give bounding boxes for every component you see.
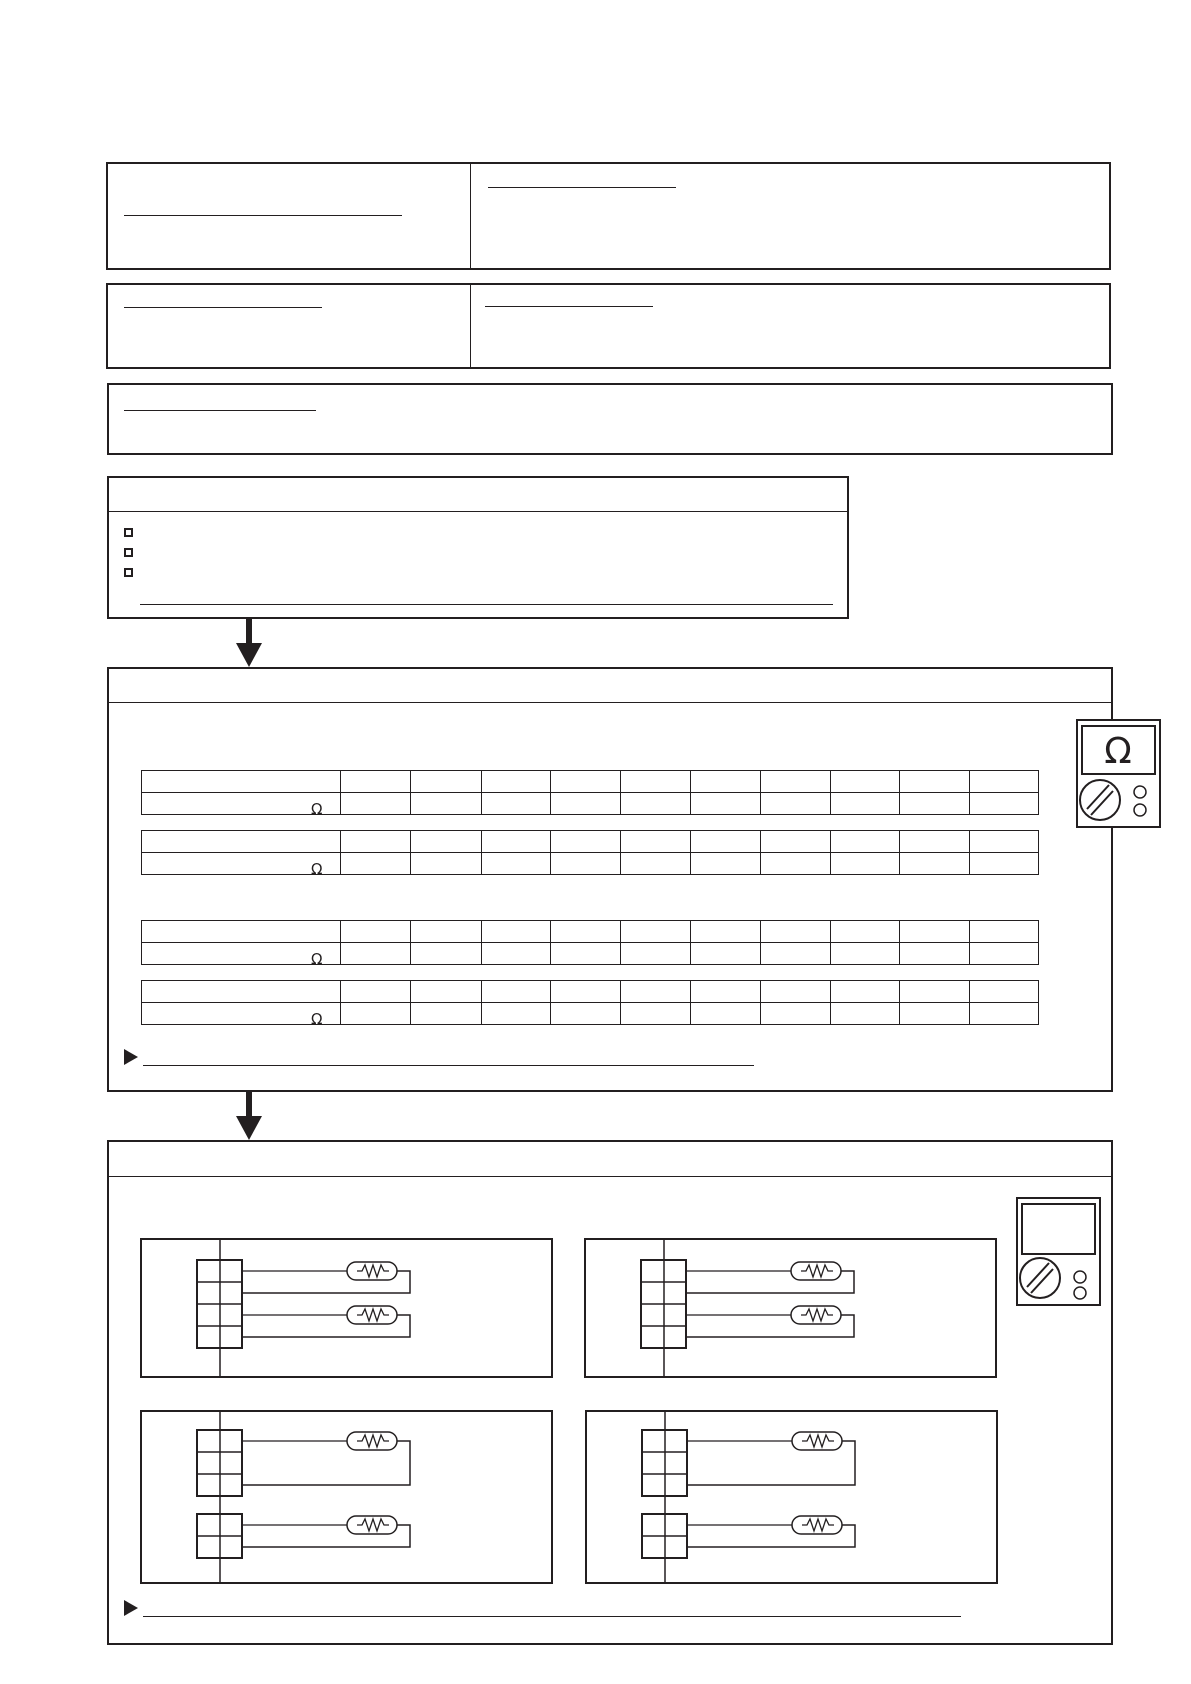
arrow-down-icon	[236, 619, 262, 667]
play-triangle-icon	[123, 1049, 139, 1065]
thermistor-icon	[347, 1306, 397, 1324]
resistance-check-header-line	[108, 702, 1112, 703]
ohm-unit-label: Ω	[311, 860, 323, 878]
thermistor-icon	[347, 1262, 397, 1280]
ohm-unit-label: Ω	[311, 950, 323, 968]
resistance-table-1	[141, 770, 1039, 818]
multimeter-icon	[1016, 1197, 1101, 1306]
play-triangle-icon	[123, 1600, 139, 1616]
table-row	[142, 853, 1039, 875]
symptom-left-underline	[124, 307, 322, 308]
ohm-unit-label: Ω	[311, 1010, 323, 1028]
table-row	[142, 831, 1039, 853]
resistance-table-2	[141, 830, 1039, 878]
thermistor-icon	[347, 1516, 397, 1534]
table-row	[142, 943, 1039, 965]
table-row	[142, 793, 1039, 815]
symptom-divider	[470, 284, 471, 368]
header-right-underline	[488, 187, 676, 188]
wiring-diagram	[140, 1410, 553, 1584]
checkbox-icon[interactable]	[124, 568, 133, 577]
wiring-check-header-line	[108, 1176, 1112, 1177]
thermistor-icon	[792, 1516, 842, 1534]
resistance-table-3	[141, 920, 1039, 968]
header-left-underline	[124, 215, 402, 216]
table-row	[142, 771, 1039, 793]
cause-box	[107, 383, 1113, 455]
table-row	[142, 921, 1039, 943]
thermistor-icon	[792, 1432, 842, 1450]
table-row	[142, 1003, 1039, 1025]
multimeter-icon	[1076, 719, 1161, 828]
symptom-box	[106, 283, 1111, 369]
resistance-check-underline	[143, 1065, 754, 1066]
symptom-right-underline	[485, 306, 653, 307]
header-info-box	[106, 162, 1111, 270]
checkbox-icon[interactable]	[124, 528, 133, 537]
table-row	[142, 981, 1039, 1003]
cause-underline	[124, 410, 316, 411]
ohm-unit-label: Ω	[311, 800, 323, 818]
preliminary-check-header-line	[108, 511, 848, 512]
resistance-check-box	[107, 667, 1113, 1092]
wiring-diagram	[140, 1238, 553, 1378]
preliminary-check-box	[107, 476, 849, 619]
wiring-check-underline	[143, 1616, 961, 1617]
wiring-diagram	[584, 1238, 997, 1378]
wiring-diagram	[585, 1410, 998, 1584]
meter-display-text: Ω	[1104, 731, 1132, 772]
thermistor-icon	[791, 1262, 841, 1280]
resistance-table-4	[141, 980, 1039, 1028]
thermistor-icon	[347, 1432, 397, 1450]
preliminary-check-underline	[140, 604, 833, 605]
thermistor-icon	[791, 1306, 841, 1324]
checkbox-icon[interactable]	[124, 548, 133, 557]
arrow-down-icon	[236, 1092, 262, 1140]
header-divider	[470, 163, 471, 269]
